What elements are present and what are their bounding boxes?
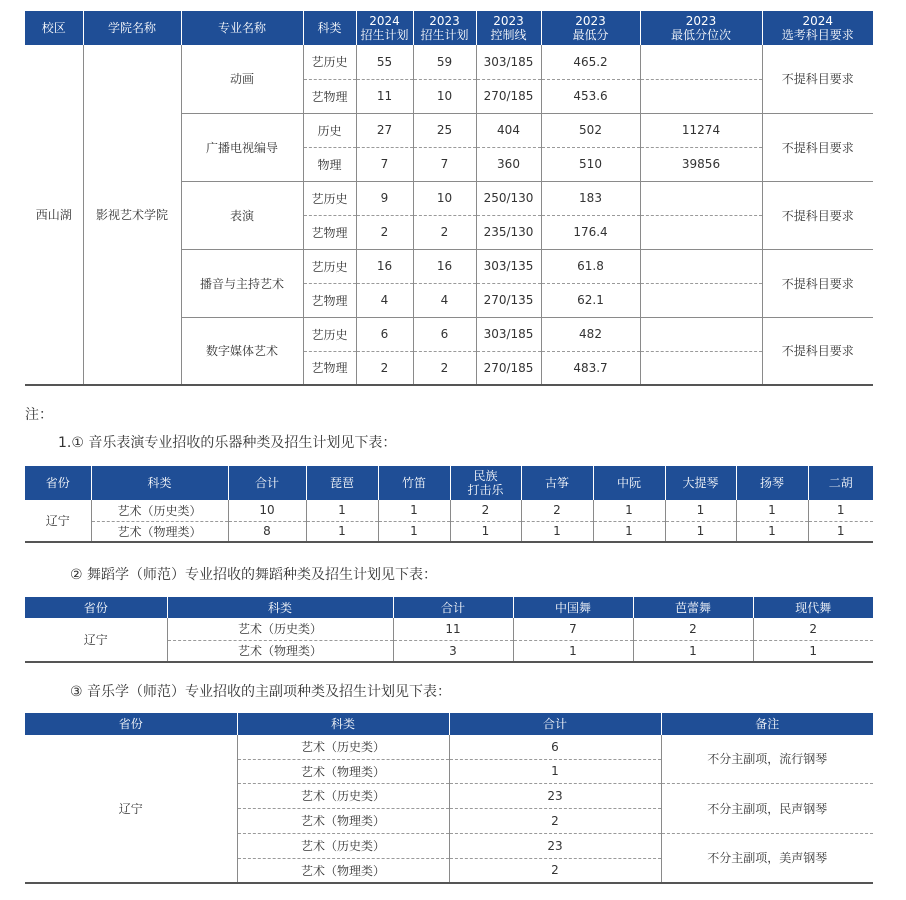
value-cell: 1: [633, 640, 753, 662]
total-cell: 6: [449, 735, 661, 759]
min-score-cell: 61.8: [541, 249, 640, 283]
major-name: 数字媒体艺术: [181, 317, 303, 385]
value-cell: 1: [593, 521, 665, 542]
total-cell: 23: [449, 783, 661, 808]
value-cell: 1: [306, 521, 378, 542]
table-row: [25, 618, 873, 640]
value-cell: 1: [736, 521, 808, 542]
dance-table: [25, 597, 873, 663]
value-cell: 1: [513, 640, 633, 662]
subject-req-cell: 不提科目要求: [762, 249, 873, 317]
value-cell: 1: [753, 640, 873, 662]
min-score-cell: 510: [541, 147, 640, 181]
control-line-cell: 404: [476, 113, 541, 147]
value-cell: 7: [513, 618, 633, 640]
header-cello: 大提琴: [665, 466, 736, 500]
value-cell: 1: [736, 500, 808, 521]
header-major: 专业名称: [181, 11, 303, 45]
header-remark: 备注: [661, 713, 873, 735]
value-cell: 2: [753, 618, 873, 640]
category-cell: 艺历史: [303, 181, 356, 215]
plan-2023-cell: 25: [413, 113, 476, 147]
control-line-cell: 270/185: [476, 79, 541, 113]
subject-req-cell: 不提科目要求: [762, 45, 873, 113]
header-pipa: 琵琶: [306, 466, 378, 500]
remark-cell: 不分主副项，流行钢琴: [661, 735, 873, 783]
plan-2023-cell: 10: [413, 181, 476, 215]
province-cell: 辽宁: [25, 500, 91, 542]
plan-2023-cell: 2: [413, 215, 476, 249]
plan-2023-cell: 10: [413, 79, 476, 113]
min-rank-cell: [640, 181, 762, 215]
total-cell: 2: [449, 858, 661, 883]
header-total: 合计: [228, 466, 306, 500]
table-row: [25, 735, 873, 759]
min-rank-cell: [640, 215, 762, 249]
table-row: [25, 500, 873, 521]
value-cell: 1: [378, 500, 450, 521]
value-cell: 1: [306, 500, 378, 521]
min-rank-cell: [640, 79, 762, 113]
plan-2024-cell: 11: [356, 79, 413, 113]
min-score-cell: 465.2: [541, 45, 640, 79]
subject-req-cell: 不提科目要求: [762, 317, 873, 385]
total-cell: 11: [393, 618, 513, 640]
header-category: 科类: [303, 11, 356, 45]
category-cell: 艺术（历史类）: [91, 500, 228, 521]
value-cell: 1: [665, 500, 736, 521]
min-score-cell: 502: [541, 113, 640, 147]
plan-2024-cell: 55: [356, 45, 413, 79]
note-music-performance: 1.① 音乐表演专业招收的乐器种类及招生计划见下表：: [58, 435, 397, 451]
category-cell: 艺术（物理类）: [237, 759, 449, 783]
total-cell: 3: [393, 640, 513, 662]
header-plan-2023: 2023 招生计划: [413, 11, 476, 45]
plan-2024-cell: 7: [356, 147, 413, 181]
category-cell: 艺历史: [303, 317, 356, 351]
major-name: 动画: [181, 45, 303, 113]
category-cell: 艺物理: [303, 283, 356, 317]
min-rank-cell: [640, 283, 762, 317]
header-plan-2024: 2024 招生计划: [356, 11, 413, 45]
note-musicology: ③ 音乐学（师范）专业招收的主副项种类及招生计划见下表：: [70, 684, 451, 700]
category-cell: 物理: [303, 147, 356, 181]
plan-2023-cell: 4: [413, 283, 476, 317]
notes-title: 注：: [25, 407, 53, 423]
value-cell: 1: [378, 521, 450, 542]
value-cell: 1: [521, 521, 593, 542]
value-cell: 2: [450, 500, 521, 521]
min-rank-cell: [640, 351, 762, 385]
category-cell: 艺术（历史类）: [237, 833, 449, 858]
min-rank-cell: [640, 45, 762, 79]
plan-2023-cell: 2: [413, 351, 476, 385]
header-category: 科类: [91, 466, 228, 500]
plan-2023-cell: 6: [413, 317, 476, 351]
plan-2024-cell: 27: [356, 113, 413, 147]
plan-2023-cell: 59: [413, 45, 476, 79]
min-rank-cell: 39856: [640, 147, 762, 181]
header-college: 学院名称: [83, 11, 181, 45]
control-line-cell: 360: [476, 147, 541, 181]
header-zhongruan: 中阮: [593, 466, 665, 500]
control-line-cell: 270/135: [476, 283, 541, 317]
total-cell: 1: [449, 759, 661, 783]
header-guzheng: 古筝: [521, 466, 593, 500]
table-row: [25, 45, 873, 79]
min-rank-cell: 11274: [640, 113, 762, 147]
control-line-cell: 270/185: [476, 351, 541, 385]
plan-2024-cell: 2: [356, 351, 413, 385]
header-ballet: 芭蕾舞: [633, 597, 753, 618]
campus-cell: 西山湖: [25, 45, 83, 385]
header-percussion: 民族 打击乐: [450, 466, 521, 500]
plan-2024-cell: 16: [356, 249, 413, 283]
header-total: 合计: [449, 713, 661, 735]
category-cell: 艺术（历史类）: [237, 735, 449, 759]
category-cell: 艺术（物理类）: [237, 858, 449, 883]
control-line-cell: 303/185: [476, 45, 541, 79]
value-cell: 2: [633, 618, 753, 640]
header-category: 科类: [167, 597, 393, 618]
header-min-score: 2023 最低分: [541, 11, 640, 45]
total-cell: 2: [449, 808, 661, 833]
header-province: 省份: [25, 466, 91, 500]
musicology-table: [25, 713, 873, 884]
header-province: 省份: [25, 597, 167, 618]
table-row: [25, 521, 873, 542]
province-cell: 辽宁: [25, 735, 237, 883]
control-line-cell: 235/130: [476, 215, 541, 249]
remark-cell: 不分主副项，美声钢琴: [661, 833, 873, 883]
header-total: 合计: [393, 597, 513, 618]
category-cell: 艺术（物理类）: [91, 521, 228, 542]
control-line-cell: 303/185: [476, 317, 541, 351]
subject-req-cell: 不提科目要求: [762, 181, 873, 249]
value-cell: 1: [808, 521, 873, 542]
note-dance: ② 舞蹈学（师范）专业招收的舞蹈种类及招生计划见下表：: [70, 567, 437, 583]
header-erhu: 二胡: [808, 466, 873, 500]
category-cell: 艺术（历史类）: [237, 783, 449, 808]
plan-2024-cell: 9: [356, 181, 413, 215]
instrument-table: [25, 466, 873, 543]
min-rank-cell: [640, 317, 762, 351]
min-score-cell: 62.1: [541, 283, 640, 317]
header-modern-dance: 现代舞: [753, 597, 873, 618]
category-cell: 艺历史: [303, 45, 356, 79]
value-cell: 1: [665, 521, 736, 542]
header-category: 科类: [237, 713, 449, 735]
admission-table: [25, 11, 873, 386]
value-cell: 1: [450, 521, 521, 542]
total-cell: 23: [449, 833, 661, 858]
min-rank-cell: [640, 249, 762, 283]
min-score-cell: 482: [541, 317, 640, 351]
subject-req-cell: 不提科目要求: [762, 113, 873, 181]
value-cell: 1: [593, 500, 665, 521]
plan-2023-cell: 7: [413, 147, 476, 181]
college-cell: 影视艺术学院: [83, 45, 181, 385]
value-cell: 1: [808, 500, 873, 521]
remark-cell: 不分主副项，民声钢琴: [661, 783, 873, 833]
header-control-line: 2023 控制线: [476, 11, 541, 45]
category-cell: 艺物理: [303, 215, 356, 249]
control-line-cell: 250/130: [476, 181, 541, 215]
header-campus: 校区: [25, 11, 83, 45]
min-score-cell: 183: [541, 181, 640, 215]
total-cell: 10: [228, 500, 306, 521]
major-name: 广播电视编导: [181, 113, 303, 181]
category-cell: 艺物理: [303, 79, 356, 113]
category-cell: 艺物理: [303, 351, 356, 385]
category-cell: 艺术（历史类）: [167, 618, 393, 640]
header-chinese-dance: 中国舞: [513, 597, 633, 618]
category-cell: 历史: [303, 113, 356, 147]
category-cell: 艺术（物理类）: [167, 640, 393, 662]
category-cell: 艺术（物理类）: [237, 808, 449, 833]
category-cell: 艺历史: [303, 249, 356, 283]
value-cell: 2: [521, 500, 593, 521]
plan-2023-cell: 16: [413, 249, 476, 283]
header-dizi: 竹笛: [378, 466, 450, 500]
header-min-rank: 2023 最低分位次: [640, 11, 762, 45]
min-score-cell: 453.6: [541, 79, 640, 113]
plan-2024-cell: 2: [356, 215, 413, 249]
min-score-cell: 483.7: [541, 351, 640, 385]
header-yangqin: 扬琴: [736, 466, 808, 500]
header-province: 省份: [25, 713, 237, 735]
plan-2024-cell: 4: [356, 283, 413, 317]
province-cell: 辽宁: [25, 618, 167, 662]
min-score-cell: 176.4: [541, 215, 640, 249]
plan-2024-cell: 6: [356, 317, 413, 351]
major-name: 播音与主持艺术: [181, 249, 303, 317]
header-subject-req: 2024 选考科目要求: [762, 11, 873, 45]
major-name: 表演: [181, 181, 303, 249]
control-line-cell: 303/135: [476, 249, 541, 283]
total-cell: 8: [228, 521, 306, 542]
